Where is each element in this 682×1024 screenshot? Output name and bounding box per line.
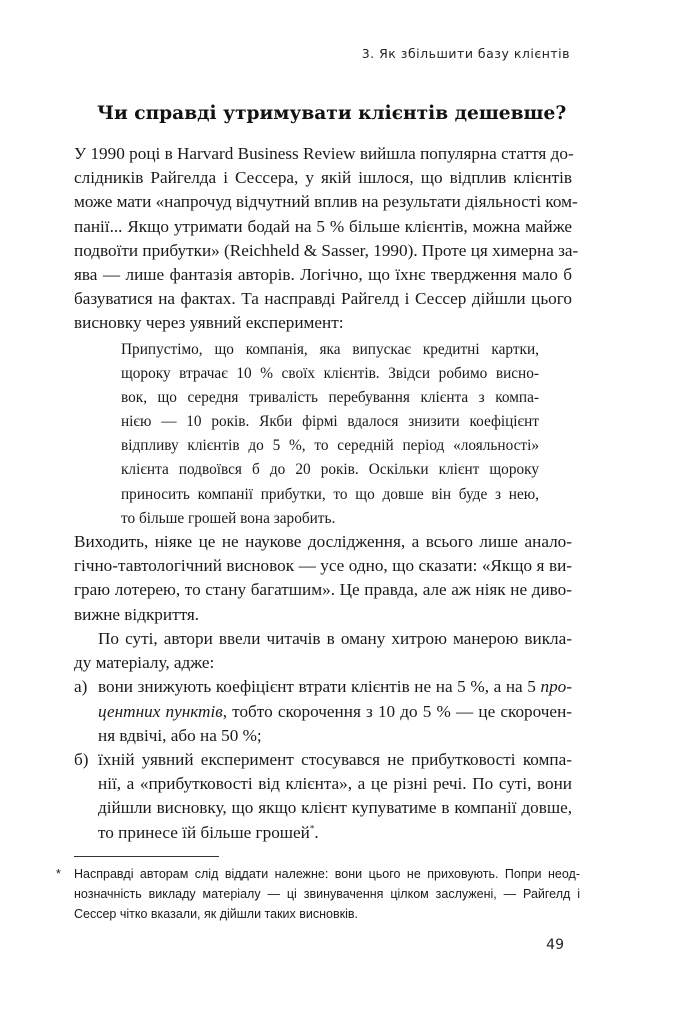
text-line: їхній уявний експеримент стосувався не прибутковості компа- [98, 750, 572, 770]
quote-line: вок, що середня тривалість перебування клієнта з компа- [121, 389, 539, 407]
quote-line: Припустімо, що компанія, яка випускає кредитні картки, [121, 341, 539, 358]
italic-text: про- [540, 677, 572, 697]
quote-line: то більше грошей вона заробить. [121, 509, 336, 527]
text-line: подвоїти прибутки» (Reichheld & Sasser, 1990). Проте ця химерна за- [74, 240, 579, 260]
text-line [98, 821, 572, 845]
text-line: ня вдвічі, або на 50 %; [98, 725, 262, 745]
text-line: висновку через уявний експеримент: [74, 313, 344, 333]
list-item-b [74, 748, 572, 845]
running-head: 3. Як збільшити базу клієнтів [361, 46, 570, 61]
page-number: 49 [546, 937, 564, 953]
text-segment: . [314, 822, 319, 842]
paragraph-1 [74, 142, 579, 336]
text-line: ду матеріалу, адже: [74, 653, 215, 673]
footnote [56, 864, 580, 924]
text-line: слідників Райгелда і Сессера, у якій ішлося, що відплив клієнтів [74, 168, 572, 188]
text-line [98, 675, 572, 699]
quote-line: клієнта подвоївся б до 20 років. Оскільки клієнт щороку [121, 461, 539, 479]
footnote-marker: * [56, 867, 61, 881]
quote-line: нією — 10 років. Якби фірмі вдалося знизити коефіцієнт [121, 413, 539, 431]
footnote-line: Насправді авторам слід віддати належне: вони цього не приховують. Попри неод- [74, 867, 580, 881]
text-segment: вони знижують коефіцієнт втрати клієнтів не на 5 %, а на 5 [98, 677, 536, 697]
text-line: У 1990 році в Harvard Business Review вийшла популярна стаття до- [74, 144, 574, 163]
quote-line: приносить компанії прибутки, то що довше він буде з нею, [121, 485, 539, 503]
text-line: гічно-тавтологічний висновок — усе одно, що сказати: «Якщо я ви- [74, 556, 572, 576]
text-line: може мати «напрочуд відчутний вплив на результати діяльності ком- [74, 192, 578, 212]
footnote-line: нозначність викладу матеріалу — ці звинувачення цілком заслужені, — Райгелд і [74, 887, 580, 901]
text-line [98, 700, 572, 724]
text-line: По суті, автори ввели читачів в оману хитрою манерою виклa- [98, 629, 572, 648]
text-segment: то принесе їй більше грошей [98, 822, 310, 842]
paragraph-3 [74, 627, 572, 845]
text-segment: , тобто скорочення з 10 до 5 % — це скорочен- [222, 701, 572, 721]
text-line: Виходить, ніяке це не наукове дослідження, а всього лише анало- [74, 532, 572, 551]
text-line: базуватися на фактах. Та насправді Райгелд і Сессер дійшли цього [74, 289, 572, 309]
footnote-line: Сессер чітко вказали, як дійшли таких висновків. [74, 907, 358, 921]
list-item-a [74, 675, 572, 748]
text-line: ява — лише фантазія авторів. Логічно, що їхнє твердження мало б [74, 265, 572, 285]
quote-line: відпливу клієнтів до 5 %, то середній період «лояльності» [121, 437, 539, 455]
block-quote [121, 338, 539, 531]
text-line: панії... Якщо утримати бодай на 5 % більше клієнтів, можна майже [74, 216, 572, 236]
section-heading: Чи справді утримувати клієнтів дешевше? [97, 103, 567, 124]
text-line: граю лотерею, то стану багатшим». Це правда, але аж ніяк не диво- [74, 580, 572, 600]
footnote-divider [74, 856, 219, 857]
text-line: вижне відкриття. [74, 604, 200, 624]
footnote-reference[interactable]: * [309, 822, 315, 833]
text-line: дійшли висновку, що якщо клієнт купуватиме в компанії довше, [98, 798, 572, 818]
paragraph-2 [74, 530, 572, 627]
quote-line: щороку втрачає 10 % своїх клієнтів. Звідси робимо висно- [121, 365, 539, 383]
list-marker: б) [74, 750, 89, 770]
text-line: нії, а «прибутковості від клієнта», а це різні речі. По суті, вони [98, 774, 572, 794]
italic-text: центних пунктів [98, 701, 223, 721]
list-marker: а) [74, 677, 88, 697]
